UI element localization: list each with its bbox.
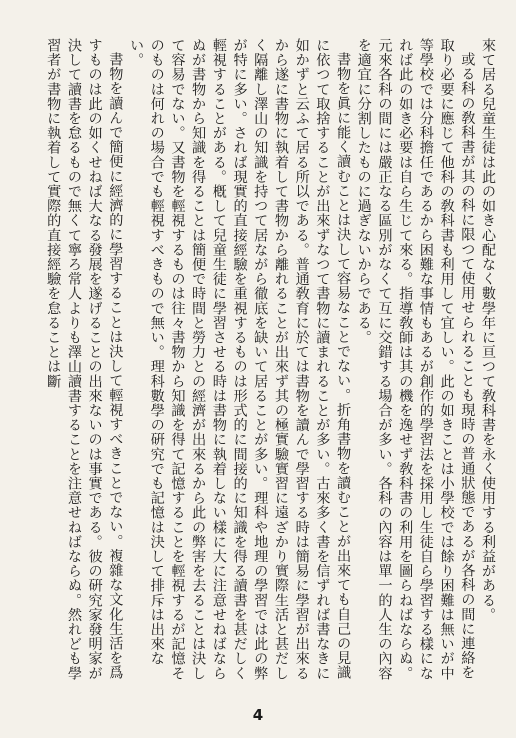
paragraph: 或る科の敎科書が其の科に限つて使用せられることも現時の普通狀態であるが各科の間に連絡を取り必要に應じて他科の敎科書も利用して宜しい。此の如きことは小學校では餘り困難は無いが中等學校では分科擔任であるから困難な事情もあるが創作的學習法を採用し生徒自ら學習する樣になれば此の如き必要は自ら生じて來る。指導敎師は其の機を逸せず敎科書の利用を圖らねばならぬ。元來各科の間には嚴正なる區別がなくて互に交錯する場合が多い。各科の內容は單一的人生の內容を適宜に分割したものに過ぎないからである。 [355,38,476,681]
paragraph: 書物を讀んで簡便に經濟的に學習することは決して輕視すべきことでない。複雜な文化生活を爲すものは此の如くせねば大なる發展を遂げることの出來ないのは事實である。彼の硏究家發明家が決して讀書を怠るもので無くて寧ろ常人よりも澤山讀書することを注意せねばならぬ。然れども學習者が書物に執着して實際的直接經驗を怠ることは斷 [45,38,124,681]
page-number: 4 [252,706,264,724]
paragraph: 來て居る兒童生徒は此の如き心配なく數學年に亘つて敎科書を永く使用する利益がある。 [480,38,496,622]
body-text [18,38,498,686]
paragraph: 書物を眞に能く讀むことは決して容易なことでない。折角書物を讀むことが出來ても自己の見識に依つて取捨することが出來ずなつて書物に讀まれることが多い。古來多く書を信ずれば書なきに如かずと云ふて居る所以である。普通敎育に於ては書物を讀んで學習する時は簡易に學習が出來るから遂に書物に執着して書物から離れることが出來ず其の極實驗實習に遠ざかり實際生活と甚だしく隔離し澤山の知識を持つて居ながら徹底を缺いて居ることが多い。理科や地理の學習では此の弊が特に多い。されば現實的直接經驗を重視するものは形式的に間接的に知識を得る讀書を甚だしく輕視することがある。槪して兒童生徒に學習させる時は書物に執着しない樣に大に注意せねばならぬが書物から知識を得ることは簡便で時間と勞力との經濟が出來るから此の弊害を去ることは決して容易でない。又書物を輕視するものは往々書物から知識を得て記憶することを輕視するが記憶そのものは何れの場合でも輕視すべきもので無い。理科數學の硏究でも記憶は決して排斥は出來ない。 [128,38,352,681]
